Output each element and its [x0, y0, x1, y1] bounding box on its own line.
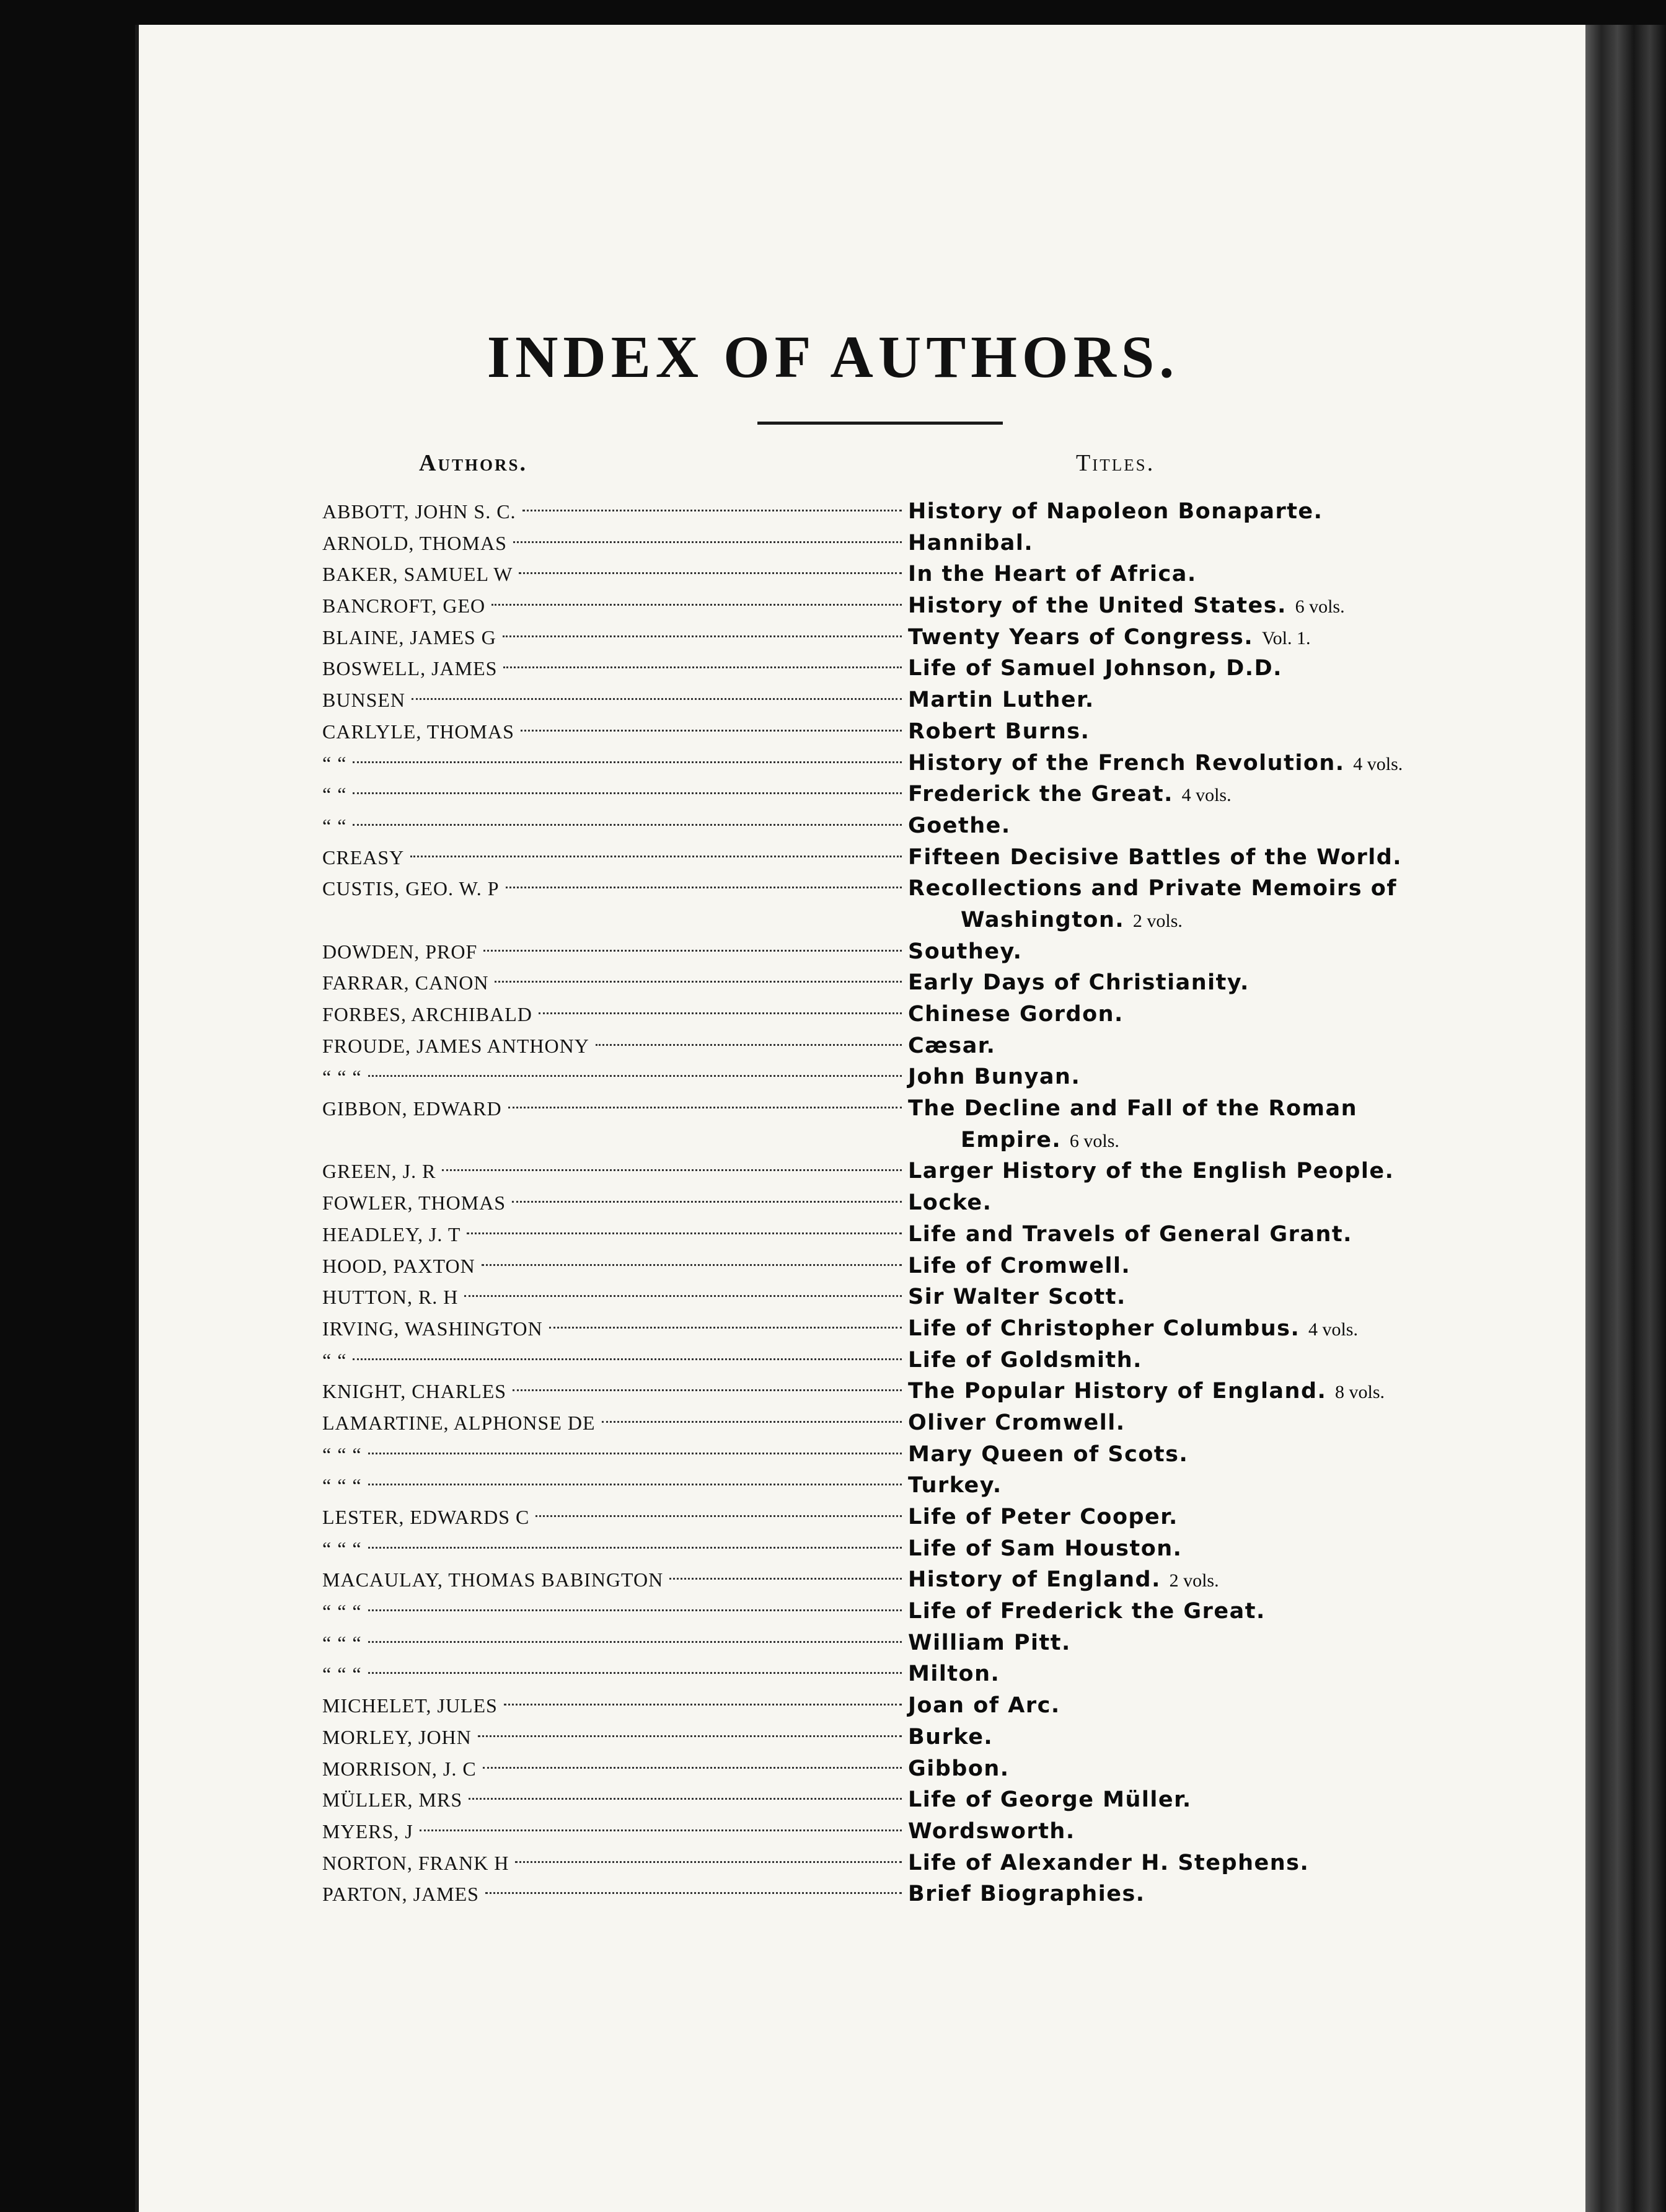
- entry-author: HOOD, PAXTON: [322, 1254, 475, 1277]
- index-entry: [322, 842, 1438, 874]
- dot-leader: [368, 1449, 902, 1454]
- dot-leader: [368, 1668, 902, 1674]
- entry-title: [908, 810, 1011, 843]
- entry-author: “ “: [322, 751, 347, 774]
- entry-title: [908, 590, 1345, 623]
- dot-leader: [410, 852, 902, 857]
- index-entry: [322, 622, 1438, 653]
- index-entry: [322, 967, 1438, 999]
- entry-author: FROUDE, JAMES ANTHONY: [322, 1034, 589, 1057]
- entry-title: [908, 559, 1197, 591]
- index-entry: [322, 1156, 1438, 1187]
- index-entry: [322, 1878, 1438, 1910]
- entry-title: [908, 1030, 995, 1063]
- entry-title: [908, 653, 1282, 686]
- entry-title: [908, 1187, 992, 1220]
- entry-title-text: William Pitt.: [908, 1630, 1071, 1655]
- entry-title: [908, 873, 1397, 905]
- entry-volumes: Vol. 1.: [1261, 627, 1311, 648]
- entry-title-text: Life of Christopher Columbus.: [908, 1316, 1300, 1341]
- index-entry: [322, 1313, 1438, 1345]
- entry-title: [908, 1627, 1071, 1660]
- entry-author: “ “ “: [322, 1066, 362, 1089]
- dot-leader: [513, 1386, 902, 1391]
- entry-title-text: In the Heart of Africa.: [908, 562, 1197, 587]
- entry-author: BUNSEN: [322, 689, 406, 712]
- entry-author: FORBES, ARCHIBALD: [322, 1003, 532, 1026]
- entry-title-continued: [961, 1125, 1119, 1157]
- index-entry: [322, 1722, 1438, 1753]
- entry-volumes: 4 vols.: [1353, 753, 1403, 774]
- index-entry: [322, 810, 1438, 842]
- entry-title: [908, 1407, 1126, 1440]
- dot-leader: [515, 1857, 902, 1863]
- entry-title-text: Cæsar.: [908, 1033, 996, 1058]
- entry-author: GIBBON, EDWARD: [322, 1097, 502, 1120]
- entry-author: MORRISON, J. C: [322, 1757, 477, 1780]
- entry-title-text: Life of Cromwell.: [908, 1253, 1131, 1278]
- entry-title-text: Mary Queen of Scots.: [908, 1441, 1189, 1467]
- dot-leader: [513, 538, 902, 543]
- index-entry: [322, 590, 1438, 622]
- entry-author: “ “ “: [322, 1537, 362, 1560]
- entry-title-text: Burke.: [908, 1724, 994, 1750]
- entry-title: [908, 716, 1090, 749]
- entry-title: [908, 622, 1310, 655]
- index-entry: [322, 748, 1438, 779]
- dot-leader: [522, 506, 902, 511]
- dot-leader: [504, 1700, 902, 1705]
- entry-title: [908, 1061, 1080, 1094]
- dot-leader: [503, 663, 902, 668]
- entry-author: MÜLLER, MRS: [322, 1789, 463, 1812]
- entry-author: HEADLEY, J. T: [322, 1223, 461, 1245]
- title-rule: [757, 422, 1003, 425]
- dot-leader: [482, 1260, 902, 1266]
- entry-author: KNIGHT, CHARLES: [322, 1380, 507, 1403]
- index-entry: [322, 779, 1438, 810]
- dot-leader: [353, 820, 902, 826]
- entry-author: HUTTON, R. H: [322, 1286, 459, 1309]
- entry-volumes: 6 vols.: [1069, 1130, 1119, 1151]
- index-entry: [322, 1784, 1438, 1816]
- entry-author: CREASY: [322, 846, 405, 869]
- entry-title-text: Goethe.: [908, 813, 1011, 838]
- index-entry: [322, 1816, 1438, 1847]
- entry-title: [908, 1345, 1142, 1378]
- entry-title-text: Fifteen Decisive Battles of the World.: [908, 844, 1403, 870]
- entry-title-text: History of England.: [908, 1567, 1161, 1593]
- entry-author: MICHELET, JULES: [322, 1694, 498, 1717]
- entry-title-text: Turkey.: [908, 1473, 1002, 1498]
- entry-title: [908, 1847, 1309, 1880]
- entry-title: [908, 1533, 1182, 1566]
- dot-leader: [483, 946, 902, 952]
- entry-author: MACAULAY, THOMAS BABINGTON: [322, 1568, 664, 1591]
- entry-title-text: Southey.: [908, 939, 1023, 964]
- entry-author: LAMARTINE, ALPHONSE DE: [322, 1411, 596, 1434]
- entry-title: [908, 1596, 1266, 1629]
- index-entry: [322, 1407, 1438, 1439]
- entry-title: [908, 1690, 1060, 1723]
- entry-author: BOSWELL, JAMES: [322, 657, 498, 680]
- entry-author: BLAINE, JAMES G: [322, 626, 496, 648]
- entry-volumes: 4 vols.: [1181, 785, 1232, 806]
- entry-title-text: History of the United States.: [908, 593, 1287, 619]
- entry-title-text: History of Napoleon Bonaparte.: [908, 499, 1323, 524]
- entry-author: “ “: [322, 1348, 347, 1371]
- entry-author: BANCROFT, GEO: [322, 595, 486, 617]
- dot-leader: [420, 1826, 902, 1831]
- dot-leader: [512, 1197, 902, 1203]
- entry-title: [908, 842, 1402, 875]
- entry-title-text: Twenty Years of Congress.: [908, 624, 1254, 650]
- dot-leader: [353, 1355, 902, 1360]
- entry-author: PARTON, JAMES: [322, 1883, 479, 1906]
- dot-leader: [368, 1071, 902, 1077]
- entry-author: ABBOTT, JOHN S. C.: [322, 500, 516, 523]
- index-entry: [322, 1690, 1438, 1722]
- index-entry: [322, 1470, 1438, 1502]
- entry-title: [908, 496, 1323, 529]
- entry-title: [908, 1156, 1394, 1188]
- entry-author: CUSTIS, GEO. W. P: [322, 877, 500, 900]
- entry-title: [908, 936, 1022, 969]
- dot-leader: [669, 1574, 902, 1580]
- entry-author: GREEN, J. R: [322, 1160, 436, 1183]
- dot-leader: [353, 758, 902, 763]
- entry-author: DOWDEN, PROF: [322, 940, 478, 963]
- entry-title-continued-text: Empire.: [961, 1127, 1062, 1152]
- dot-leader: [469, 1794, 902, 1800]
- entry-author: ARNOLD, THOMAS: [322, 531, 507, 554]
- index-entry: [322, 873, 1438, 936]
- entry-title: [908, 1753, 1010, 1786]
- titles-column-heading: Titles.: [1076, 450, 1155, 476]
- entry-title: [908, 1564, 1219, 1597]
- index-entry: [322, 1376, 1438, 1407]
- entry-title: [908, 999, 1124, 1032]
- entry-author: BAKER, SAMUEL W: [322, 563, 513, 586]
- entry-title: [908, 1470, 1002, 1503]
- entry-title-text: Life of Peter Cooper.: [908, 1505, 1178, 1530]
- entry-title-text: Life of Samuel Johnson, D.D.: [908, 656, 1282, 681]
- entry-title-text: The Decline and Fall of the Roman: [908, 1096, 1358, 1121]
- index-entry: [322, 1345, 1438, 1376]
- dot-leader: [442, 1166, 902, 1171]
- index-entry: [322, 1093, 1438, 1156]
- dot-leader: [368, 1637, 902, 1643]
- entry-title-text: History of the French Revolution.: [908, 750, 1345, 776]
- index-entry: [322, 1439, 1438, 1471]
- author-index-list: [322, 496, 1438, 1910]
- index-entry: [322, 716, 1438, 748]
- entry-author: NORTON, FRANK H: [322, 1851, 509, 1874]
- dot-leader: [539, 1009, 902, 1014]
- entry-title: [908, 684, 1095, 717]
- entry-title-text: Life of Goldsmith.: [908, 1347, 1142, 1373]
- index-entry: [322, 1030, 1438, 1062]
- entry-title-text: Life and Travels of General Grant.: [908, 1221, 1352, 1247]
- entry-title: [908, 1658, 1000, 1691]
- entry-title-text: Oliver Cromwell.: [908, 1410, 1126, 1435]
- entry-title: [908, 1439, 1188, 1472]
- entry-title: [908, 1250, 1130, 1283]
- entry-author: FOWLER, THOMAS: [322, 1192, 506, 1214]
- dot-leader: [467, 1229, 902, 1234]
- entry-author: FARRAR, CANON: [322, 971, 489, 994]
- entry-author: “ “ “: [322, 1600, 362, 1623]
- dot-leader: [549, 1323, 902, 1329]
- index-entry: [322, 496, 1438, 528]
- entry-title: [908, 1878, 1145, 1911]
- index-entry: [322, 653, 1438, 684]
- index-entry: [322, 999, 1438, 1030]
- entry-title-text: Larger History of the English People.: [908, 1159, 1395, 1184]
- entry-title: [908, 1784, 1192, 1817]
- index-entry: [322, 559, 1438, 590]
- index-entry: [322, 1219, 1438, 1250]
- page-title: INDEX OF AUTHORS.: [487, 324, 1179, 390]
- entry-title-text: Robert Burns.: [908, 719, 1090, 744]
- entry-title: [908, 1313, 1358, 1346]
- index-entry: [322, 1627, 1438, 1659]
- entry-author: “ “ “: [322, 1443, 362, 1466]
- entry-title: [908, 1219, 1352, 1252]
- entry-title-text: The Popular History of England.: [908, 1379, 1327, 1404]
- dot-leader: [506, 883, 902, 888]
- dot-leader: [596, 1040, 902, 1046]
- dot-leader: [521, 726, 902, 732]
- dot-leader: [478, 1732, 902, 1737]
- index-entry: [322, 528, 1438, 559]
- index-entry: [322, 1281, 1438, 1313]
- entry-title: [908, 1281, 1126, 1314]
- entry-title-text: Life of Alexander H. Stephens.: [908, 1850, 1310, 1875]
- entry-title-text: Joan of Arc.: [908, 1693, 1060, 1719]
- entry-title: [908, 1376, 1385, 1409]
- entry-author: MYERS, J: [322, 1820, 413, 1843]
- entry-author: CARLYLE, THOMAS: [322, 720, 514, 743]
- entry-title-text: Milton.: [908, 1661, 1000, 1687]
- entry-title-text: Early Days of Christianity.: [908, 970, 1250, 996]
- dot-leader: [464, 1291, 902, 1297]
- entry-author: IRVING, WASHINGTON: [322, 1317, 543, 1340]
- entry-volumes: 8 vols.: [1335, 1382, 1385, 1403]
- entry-author: MORLEY, JOHN: [322, 1725, 472, 1748]
- index-entry: [322, 1250, 1438, 1282]
- index-entry: [322, 1061, 1438, 1093]
- index-entry: [322, 936, 1438, 968]
- entry-author: “ “ “: [322, 1663, 362, 1686]
- index-entry: [322, 1847, 1438, 1879]
- dot-leader: [491, 600, 902, 606]
- entry-author: “ “ “: [322, 1631, 362, 1654]
- dot-leader: [536, 1511, 902, 1517]
- entry-title-text: Frederick the Great.: [908, 782, 1173, 807]
- index-entry: [322, 1596, 1438, 1627]
- entry-title: [908, 1722, 993, 1754]
- entry-author: LESTER, EDWARDS C: [322, 1506, 530, 1529]
- entry-title-continued: [961, 905, 1183, 937]
- dot-leader: [485, 1888, 902, 1894]
- entry-title: [908, 1093, 1357, 1125]
- entry-volumes: 2 vols.: [1169, 1570, 1219, 1591]
- dot-leader: [483, 1763, 902, 1769]
- entry-title: [908, 967, 1250, 1000]
- index-entry: [322, 1533, 1438, 1565]
- entry-title: [908, 528, 1033, 560]
- entry-title-text: John Bunyan.: [908, 1064, 1081, 1090]
- authors-column-heading: Authors.: [419, 450, 527, 476]
- dot-leader: [503, 632, 902, 637]
- entry-title-text: Chinese Gordon.: [908, 1002, 1124, 1027]
- entry-title-text: Wordsworth.: [908, 1818, 1075, 1844]
- entry-title-text: Locke.: [908, 1190, 992, 1216]
- entry-title-text: Gibbon.: [908, 1756, 1010, 1781]
- entry-title-continued-text: Washington.: [961, 907, 1125, 932]
- entry-volumes: 6 vols.: [1295, 596, 1345, 617]
- entry-title-text: Sir Walter Scott.: [908, 1285, 1126, 1310]
- entry-title-text: Recollections and Private Memoirs of: [908, 876, 1398, 901]
- index-entry: [322, 1658, 1438, 1690]
- dot-leader: [602, 1417, 902, 1423]
- entry-title: [908, 748, 1403, 781]
- index-entry: [322, 1187, 1438, 1219]
- entry-title-text: Life of Sam Houston.: [908, 1536, 1183, 1561]
- entry-author: “ “ “: [322, 1474, 362, 1497]
- entry-title-text: Hannibal.: [908, 530, 1034, 555]
- entry-author: “ “: [322, 814, 347, 837]
- entry-volumes: 4 vols.: [1308, 1319, 1358, 1340]
- dot-leader: [368, 1480, 902, 1485]
- entry-volumes: 2 vols.: [1132, 910, 1183, 931]
- entry-title: [908, 1502, 1178, 1534]
- dot-leader: [508, 1103, 902, 1108]
- dot-leader: [519, 568, 902, 574]
- dot-leader: [368, 1606, 902, 1611]
- entry-title: [908, 1816, 1075, 1849]
- entry-title: [908, 779, 1232, 812]
- index-entry: [322, 1564, 1438, 1596]
- dot-leader: [368, 1543, 902, 1549]
- index-entry: [322, 1502, 1438, 1533]
- dot-leader: [412, 694, 902, 700]
- index-entry: [322, 1753, 1438, 1785]
- entry-title-text: Life of Frederick the Great.: [908, 1599, 1266, 1624]
- entry-title-text: Life of George Müller.: [908, 1787, 1192, 1813]
- index-entry: [322, 684, 1438, 716]
- dot-leader: [353, 789, 902, 794]
- entry-title-text: Martin Luther.: [908, 688, 1095, 713]
- dot-leader: [495, 977, 902, 983]
- entry-title-text: Brief Biographies.: [908, 1882, 1145, 1907]
- entry-author: “ “: [322, 783, 347, 806]
